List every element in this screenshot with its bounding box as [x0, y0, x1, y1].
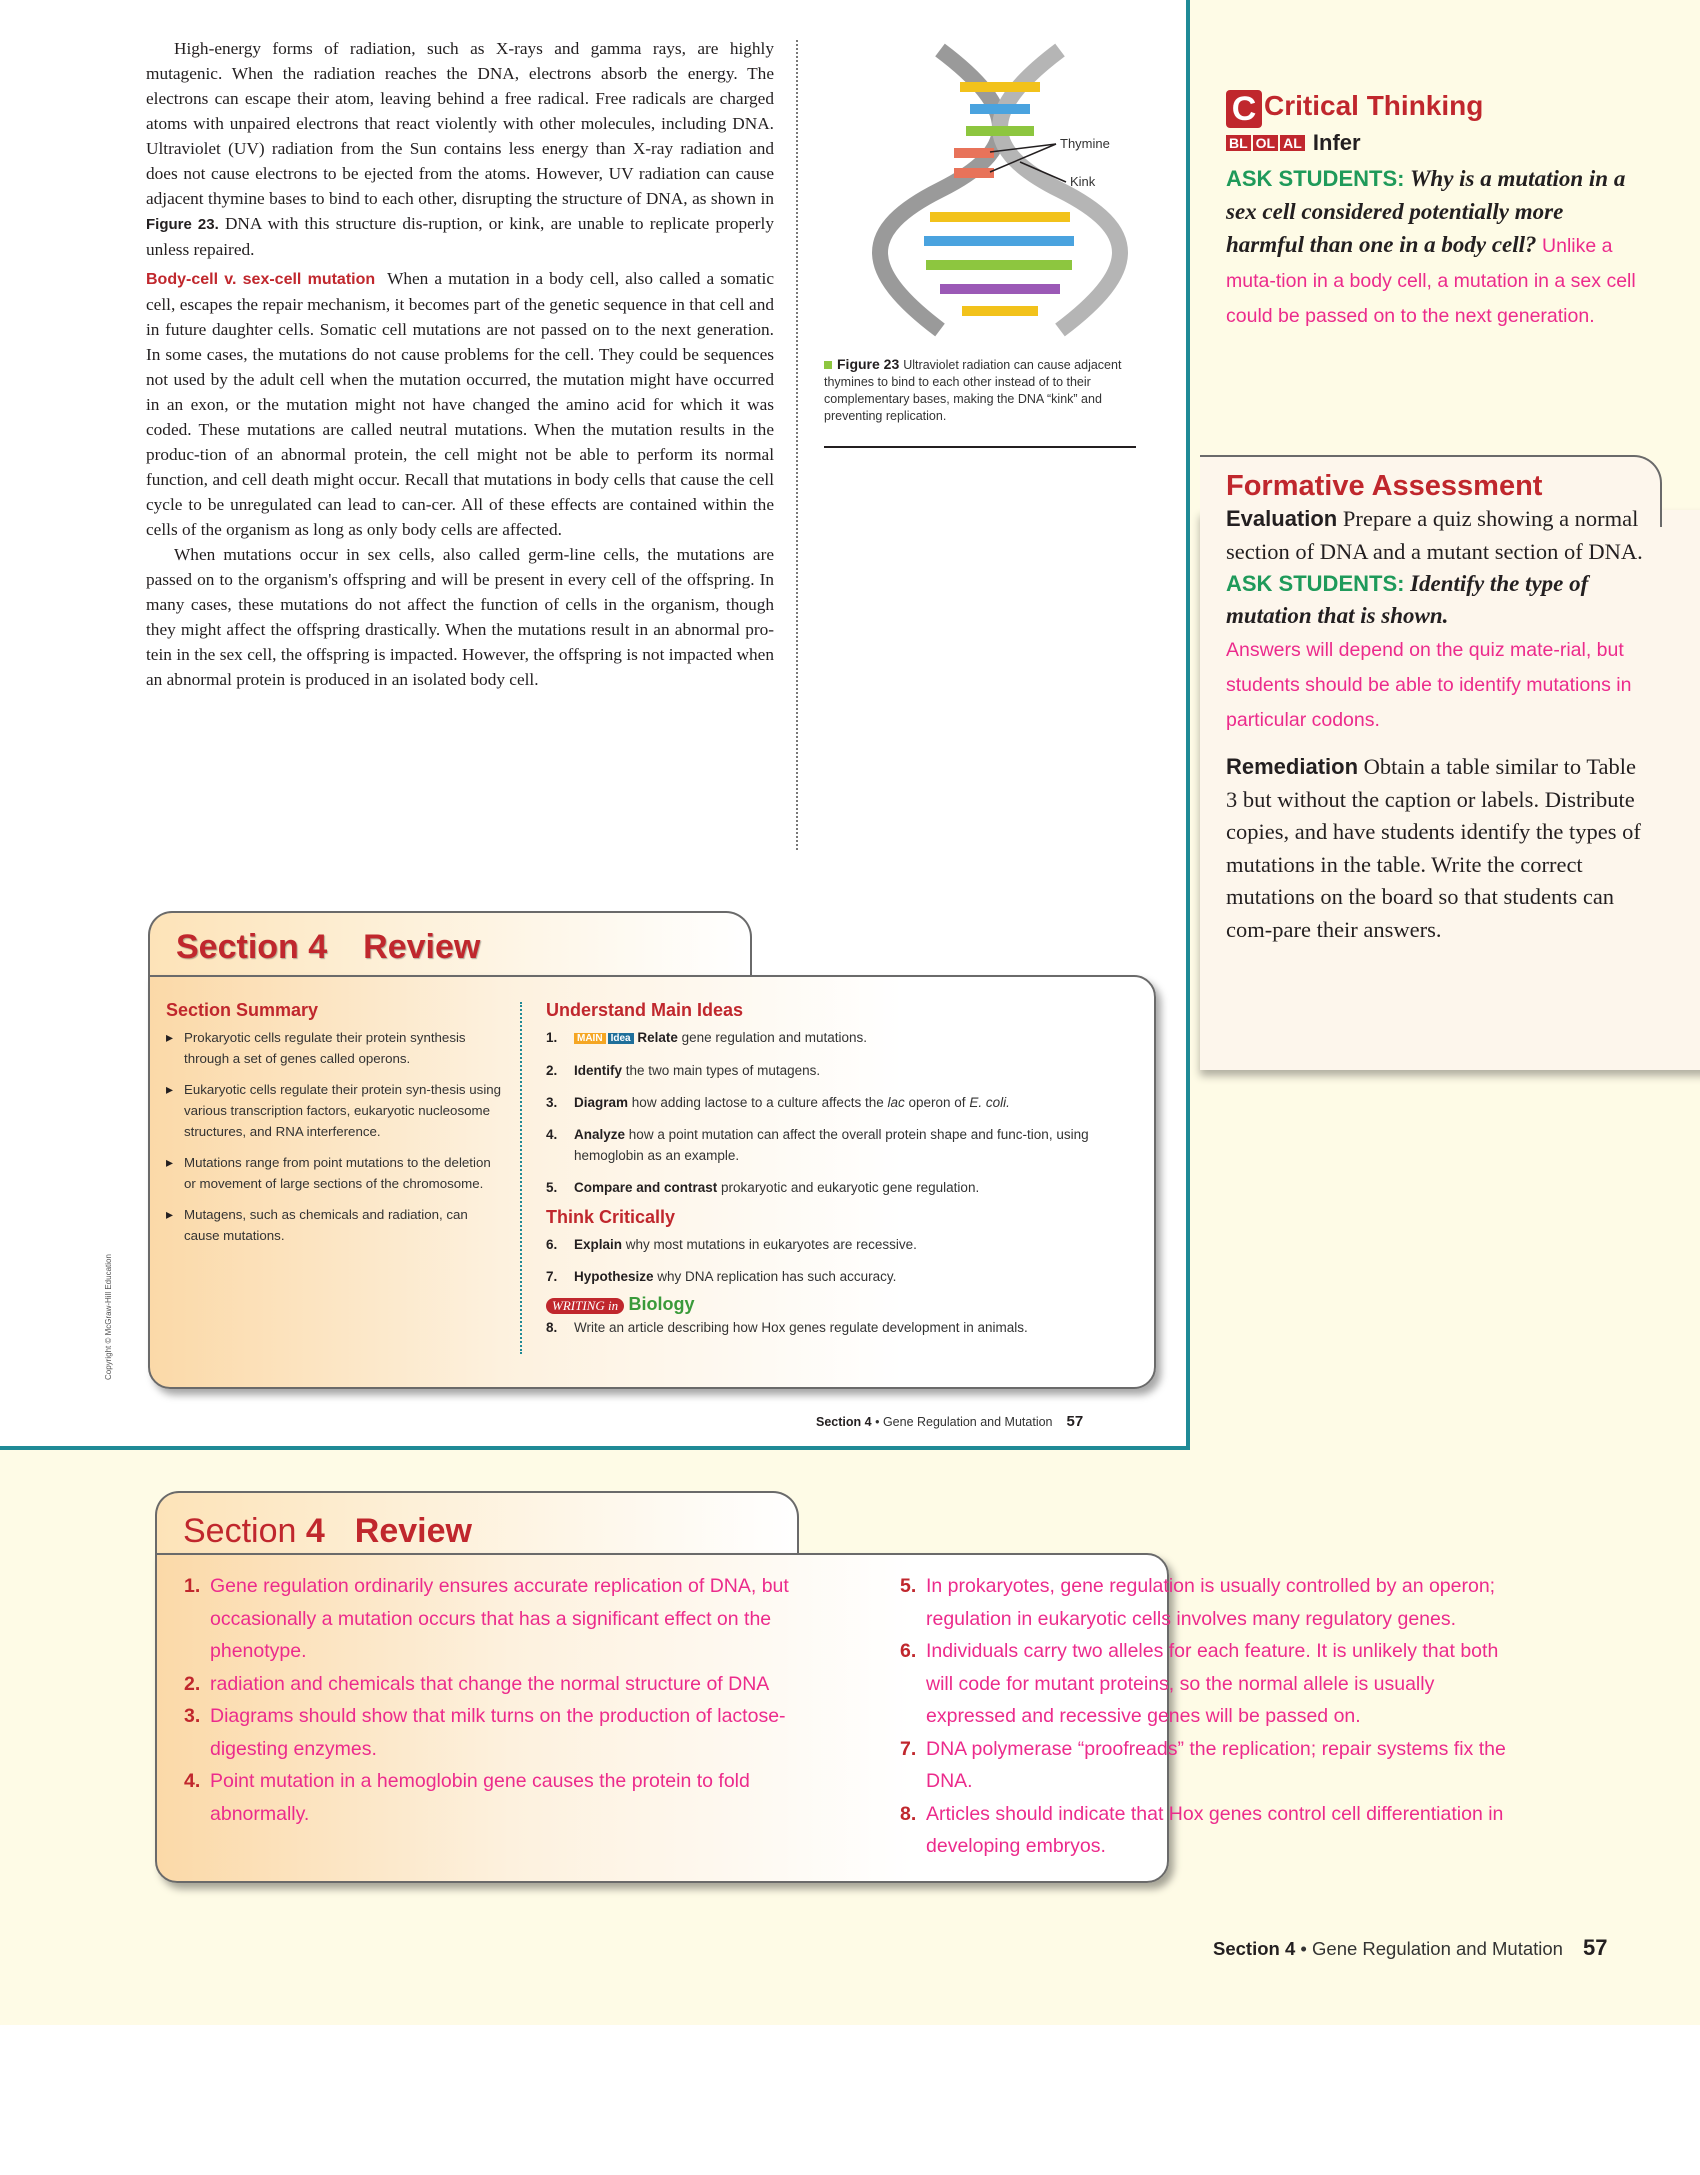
fa-question: Identify the type of mutation that is shown.: [1226, 571, 1589, 628]
think-heading: Think Critically: [546, 1207, 676, 1227]
thymine-base: [954, 168, 994, 178]
figure-caption: [824, 356, 1136, 425]
ct-answer: Unlike a muta-tion in a body cell, a mutation in a sex cell could be passed on to the next generation.: [1226, 235, 1636, 327]
answer-item: [184, 1765, 824, 1830]
page-number: 57: [1066, 1413, 1084, 1430]
rem-label: Remediation: [1226, 754, 1359, 779]
body-vs-sex-heading: Body-cell v. sex-cell mutation: [146, 271, 376, 288]
level-badge: AL: [1280, 135, 1305, 151]
rem-text: Obtain a table similar to Table 3 but without the caption or labels. Distribute copies, and have students identify the types of mutations in the table. Write the correct mutations on the board so that students can com-pare their answers.: [1226, 754, 1641, 942]
level-badge: OL: [1253, 135, 1278, 151]
formative-assessment: [1226, 470, 1646, 946]
ideas-heading: Understand Main Ideas: [546, 1000, 744, 1020]
ct-levels: [1226, 130, 1646, 156]
answer-item: [900, 1733, 1520, 1798]
q-verb: Analyze: [574, 1127, 626, 1142]
question-6: [546, 1234, 1126, 1255]
summary-item: ▸ Prokaryotic cells regulate their protein synthesis through a set of genes called operons.: [166, 1027, 506, 1069]
q-text: Write an article describing how Hox genes regulate development in animals.: [574, 1320, 1028, 1335]
bottom-margin: [0, 2025, 1700, 2175]
p3-text: When mutations occur in sex cells, also called germ-line cells, the mutations are passed on to the organism's offspring and will be present in every cell of the offspring. In many cases, these mutations do not affect the function of cells in the organism, though they might affect the offspring drastically. When the mutations result in an abnormal pro-tein in the sex cell, the offspring is impacted. However, the offspring is not impacted when an abnormal protein is produced in an isolated body cell.: [146, 545, 774, 689]
footer-section: Section 4: [1213, 1938, 1296, 1959]
q-text: the two main types of mutagens.: [625, 1063, 821, 1078]
q-text: how a point mutation can affect the overall protein shape and func-tion, using hemoglobin as an example.: [574, 1127, 1089, 1163]
q-verb: Hypothesize: [574, 1269, 654, 1284]
base-pair: [966, 126, 1034, 136]
caption-text: Ultraviolet radiation can cause adjacent thymines to bind to each other instead of to their complementary bases, making the DNA “kink” and preventing replication.: [824, 358, 1122, 423]
answer-text: Diagrams should show that milk turns on the production of lactose-digesting enzymes.: [210, 1705, 786, 1760]
footer-sep: •: [875, 1415, 880, 1429]
footer-section: Section 4: [816, 1415, 872, 1429]
level-badge: BL: [1226, 135, 1251, 151]
question-7: [546, 1266, 1126, 1287]
answer-num: 2.: [184, 1672, 201, 1695]
base-pair: [926, 260, 1072, 270]
q-text: how adding lactose to a culture affects the: [631, 1095, 884, 1110]
student-page: [0, 0, 1190, 1450]
main-badge: MAIN: [574, 1033, 606, 1044]
q-text: why most mutations in eukaryotes are recessive.: [625, 1237, 917, 1252]
base-pair: [970, 104, 1030, 114]
fa-answer-text: Answers will depend on the quiz mate-rial, but students should be able to identify mutations in particular codons.: [1226, 639, 1632, 731]
thymine-label: Thymine: [1060, 136, 1110, 151]
q-text: why DNA replication has such accuracy.: [657, 1269, 897, 1284]
answer-num: 1.: [184, 1575, 201, 1597]
footer-title: Gene Regulation and Mutation: [882, 1415, 1053, 1429]
answer-num: 6.: [900, 1640, 917, 1662]
p1-end: DNA with this structure dis-ruption, or kink, are unable to replicate properly unless repaired.: [146, 214, 774, 259]
summary-heading: Section Summary: [166, 1000, 319, 1020]
ct-prompt: [1226, 162, 1646, 333]
question-2: [546, 1060, 1126, 1081]
answer-text: DNA polymerase “proofreads” the replication; repair systems fix the DNA.: [926, 1737, 1506, 1792]
q-text: operon of: [908, 1095, 966, 1110]
summary-item: ▸ Mutations range from point mutations to the deletion or movement of large sections of the chromosome.: [166, 1152, 506, 1194]
base-pair: [962, 306, 1038, 316]
q-num: 1.: [546, 1030, 558, 1045]
body-text: [146, 36, 774, 692]
p2-text: When a mutation in a body cell, also called a somatic cell, escapes the repair mechanism, it becomes part of the genetic sequence in that cell and in future daughter cells. Somatic cell mutations are not passed on to the next generation. In some cases, the mutations do not cause problems for the cell. They could be sequences not used by the adult cell when the mutation occurred, the mutation might have occurred in an exon, or the mutation might not have changed the amino acid for which it was coded. These mutations are called neutral mutations. When the mutation results in the produc-tion of an abnormal protein, the cell might not be able to perform its normal function, and cell death might occur. Recall that mutations in body cells that cause the cell cycle to be unregulated can lead to can-cer. All of these effects are contained within the cells of the organism as long as only body cells are affected.: [146, 269, 774, 539]
paragraph-body-cell: [146, 266, 774, 542]
caption-label: Figure 23: [837, 356, 900, 372]
ask-label: ASK STUDENTS:: [1226, 571, 1405, 596]
answer-text: Point mutation in a hemoglobin gene causes the protein to fold abnormally.: [210, 1770, 750, 1825]
answers-left: [184, 1570, 824, 1830]
critical-thinking: [1226, 90, 1646, 333]
dna-helix-figure: [870, 40, 1170, 340]
answer-item: [184, 1668, 824, 1701]
fa-title: Formative Assessment: [1226, 470, 1543, 502]
base-pair: [924, 236, 1074, 246]
question-8: [546, 1317, 1126, 1338]
answer-item: [184, 1570, 824, 1668]
q-text: prokaryotic and eukaryotic gene regulation.: [721, 1180, 980, 1195]
review-title: [176, 928, 480, 967]
fa-remediation: [1226, 751, 1646, 946]
answer-item: [184, 1700, 824, 1765]
q-num: 8.: [546, 1320, 558, 1335]
main-idea-badge: [574, 1028, 634, 1049]
ct-skill: Infer: [1312, 130, 1361, 155]
paragraph-radiation: [146, 36, 774, 262]
writing-heading: [546, 1294, 1126, 1315]
fa-evaluation: [1226, 503, 1646, 568]
page-footer: [816, 1413, 1083, 1430]
answer-text: Articles should indicate that Hox genes control cell differentiation in developing embryos.: [926, 1802, 1504, 1857]
section-summary: [166, 1000, 506, 1256]
answer-num: 8.: [900, 1802, 917, 1825]
writing-badge: WRITING in: [546, 1298, 624, 1314]
copyright: Copyright © McGraw-Hill Education: [104, 1254, 113, 1380]
page-number: 57: [1582, 1935, 1608, 1960]
q-num: 6.: [546, 1237, 558, 1252]
answer-text: radiation and chemicals that change the normal structure of DNA: [210, 1672, 770, 1695]
answer-item: [900, 1635, 1520, 1733]
q-text: gene regulation and mutations.: [681, 1030, 868, 1045]
question-4: [546, 1124, 1126, 1166]
answers-title: [183, 1512, 472, 1551]
paragraph-sex-cell: [146, 542, 774, 692]
column-divider: [796, 40, 798, 850]
q-verb: Diagram: [574, 1095, 629, 1110]
q-num: 4.: [546, 1127, 558, 1142]
section-num: 4: [305, 1512, 325, 1550]
figure-reference[interactable]: Figure 23.: [146, 216, 219, 233]
base-pair: [940, 284, 1060, 294]
answer-num: 7.: [900, 1737, 917, 1760]
caption-rule: [824, 446, 1136, 448]
ct-header: [1226, 90, 1646, 128]
eval-text: Prepare a quiz showing a normal section of DNA and a mutant section of DNA.: [1226, 506, 1643, 564]
question-3: [546, 1092, 1126, 1113]
answer-num: 5.: [900, 1575, 917, 1597]
idea-badge: Idea: [608, 1033, 634, 1044]
caption-bullet-icon: [824, 361, 832, 369]
question-5: [546, 1177, 1126, 1198]
q-verb: Identify: [574, 1063, 623, 1078]
ct-letter-icon: C: [1226, 90, 1262, 128]
answer-num: 4.: [184, 1770, 201, 1792]
q-verb: Relate: [637, 1030, 678, 1045]
base-pair: [960, 82, 1040, 92]
q-num: 3.: [546, 1095, 558, 1110]
review-label: Review: [354, 1512, 472, 1550]
q-italic: E. coli.: [969, 1095, 1010, 1110]
summary-item: ▸ Eukaryotic cells regulate their protein syn-thesis using various transcription factors, eukaryotic nucleosome structures, and RNA interference.: [166, 1079, 506, 1142]
base-pair: [930, 212, 1070, 222]
ct-title: Critical Thinking: [1264, 90, 1484, 121]
teacher-footer: [1213, 1935, 1607, 1961]
review-divider: [520, 1002, 522, 1354]
answer-item: [900, 1798, 1520, 1863]
writing-biology: Biology: [628, 1294, 695, 1314]
ct-question: Why is a mutation in a sex cell considered potentially more harmful than one in a body cell?: [1226, 166, 1626, 257]
q-num: 7.: [546, 1269, 558, 1284]
summary-list: [166, 1027, 506, 1246]
answer-num: 3.: [184, 1705, 201, 1727]
thymine-base: [954, 148, 994, 158]
q-verb: Explain: [574, 1237, 623, 1252]
answer-text: Individuals carry two alleles for each feature. It is unlikely that both will code for mutant proteins, so the normal allele is usually expressed and recessive genes will be passed on.: [926, 1640, 1499, 1727]
summary-item: ▸ Mutagens, such as chemicals and radiation, can cause mutations.: [166, 1204, 506, 1246]
answer-item: [900, 1570, 1520, 1635]
q-italic: lac: [887, 1095, 905, 1110]
footer-sep: •: [1300, 1938, 1307, 1959]
answers-right: [900, 1570, 1520, 1863]
p1-text: High-energy forms of radiation, such as X-rays and gamma rays, are highly mutagenic. When the radiation reaches the DNA, electrons absorb the energy. The electrons can escape their atom, leaving behind a free radical. Free radicals are charged atoms with unpaired electrons that react violently with other molecules, including DNA. Ultraviolet (UV) radiation from the Sun contains less energy than X-ray radiation and does not cause electrons to be ejected from the atoms. However, UV radiation can cause adjacent thymine bases to bind to each other, disrupting the structure of DNA, as shown in: [146, 39, 774, 208]
q-num: 5.: [546, 1180, 558, 1195]
question-1: [546, 1027, 1126, 1049]
answer-text: In prokaryotes, gene regulation is usually controlled by an operon; regulation in eukaryotic cells involves many regulatory genes.: [926, 1575, 1496, 1630]
section-label: Section 4: [176, 928, 328, 966]
kink-label: Kink: [1070, 174, 1096, 189]
section-label: Section: [183, 1512, 297, 1550]
fa-answer: [1226, 632, 1646, 737]
ask-label: ASK STUDENTS:: [1226, 166, 1405, 191]
q-num: 2.: [546, 1063, 558, 1078]
fa-ask: [1226, 568, 1646, 632]
review-label: Review: [363, 928, 481, 966]
main-ideas: [546, 1000, 1126, 1349]
answer-text: Gene regulation ordinarily ensures accurate replication of DNA, but occasionally a mutation occurs that has a significant effect on the phenotype.: [210, 1575, 789, 1662]
eval-label: Evaluation: [1226, 506, 1338, 531]
footer-title: Gene Regulation and Mutation: [1312, 1938, 1563, 1959]
q-verb: Compare and contrast: [574, 1180, 718, 1195]
